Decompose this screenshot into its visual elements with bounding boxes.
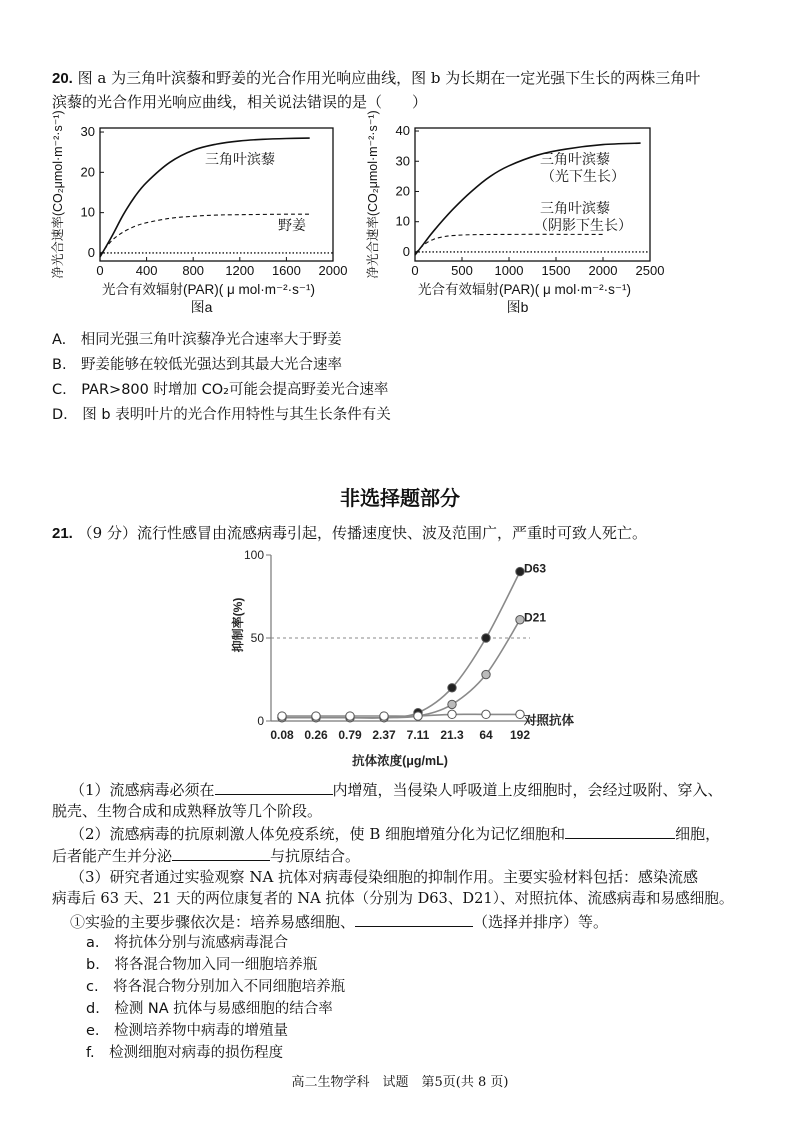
q21-blank-2[interactable] [565,822,675,839]
data-point-D63 [516,567,524,575]
q21-p1-text-b: 内增殖，当侵染人呼吸道上皮细胞时，会经过吸附、穿入、 [332,781,723,799]
x-tick-label: 2500 [635,263,665,278]
legend-label-shade-1: 三角叶滨藜 [540,200,610,216]
x-tick-label: 0 [411,263,419,278]
q20-option-d: D. 图 b 表明叶片的光合作用特性与其生长条件有关 [52,407,391,423]
data-point-对照抗体 [380,712,388,720]
data-point-对照抗体 [448,710,456,718]
y-tick-label: 10 [80,204,95,220]
x-tick-label: 21.3 [440,728,464,742]
plot-frame [415,128,650,261]
y-tick-label: 40 [395,123,410,139]
x-tick-label: 2000 [318,263,348,278]
series-label-d63: D63 [524,561,547,576]
y-tick-label: 30 [80,124,95,140]
q21-step-text-a: ①实验的主要步骤依次是：培养易感细胞、 [70,913,356,931]
q21-p2-text-a: （2）流感病毒的抗原刺激人体免疫系统，使 B 细胞增殖分化为记忆细胞和 [70,825,566,843]
y-tick-label: 0 [402,243,410,259]
data-point-对照抗体 [482,710,490,718]
q20-option-b: B. 野姜能够在较低光强达到其最大光合速率 [52,357,343,373]
y-tick-label: 30 [395,153,410,169]
y-axis-title: 净光合速率(CO₂μmol·m⁻²·s⁻¹) [51,110,65,279]
x-axis-title: 光合有效辐射(PAR)( μ mol·m⁻²·s⁻¹) [417,282,632,297]
y-axis-title: 净光合速率(CO₂μmol·m⁻²·s⁻¹) [366,110,380,279]
y-tick-label: 0 [87,244,95,260]
x-tick-label: 1000 [494,263,524,278]
x-tick-label: 500 [451,263,473,278]
legend-label-shade-2: （阴影下生长） [534,217,632,233]
x-axis-title: 光合有效辐射(PAR)( μ mol·m⁻²·s⁻¹) [101,282,316,297]
x-tick-label: 2000 [588,263,618,278]
data-point-对照抗体 [278,712,286,720]
series-label-d21: D21 [524,610,547,625]
chart-caption: 图b [506,299,529,315]
q21-p2-text-b: 细胞， [675,825,721,843]
q21-choice-d: d. 检测 NA 抗体与易感细胞的结合率 [86,1001,333,1017]
q21-stem [52,522,647,545]
x-tick-label: 0.79 [338,728,362,742]
x-tick-label: 0.08 [270,728,294,742]
x-tick-label: 64 [479,728,493,742]
data-point-对照抗体 [312,712,320,720]
q21-p1-line2: 脱壳、生物合成和成熟释放等几个阶段。 [52,802,323,820]
y-tick-label: 50 [250,631,264,645]
data-point-D21 [516,616,524,624]
q20-option-a: A. 相同光强三角叶滨藜净光合速率大于野姜 [52,332,342,348]
x-tick-label: 1500 [541,263,571,278]
q21-step-line [70,910,608,933]
chart-inhibition [231,545,610,775]
q21-p3-line2: 病毒后 63 天、21 天的两位康复者的 NA 抗体（分别为 D63、D21）、对照抗体、流感病毒和易感细胞。 [52,890,734,907]
q20-stem-line1 [52,67,700,90]
q20-stem-line2: 滨藜的光合作用光响应曲线，相关说法错误的是（ ） [52,93,428,111]
section-title: 非选择题部分 [340,488,460,510]
x-axis-title: 抗体浓度(μg/mL) [352,754,448,768]
q20-option-c: C. PAR>800 时增加 CO₂可能会提高野姜光合速率 [52,382,389,398]
series-line [415,234,603,253]
x-tick-label: 0.26 [304,728,328,742]
q21-choice-c: c. 将各混合物分别加入不同细胞培养瓶 [86,979,346,995]
y-tick-label: 10 [395,213,410,229]
x-tick-label: 800 [182,263,205,278]
y-tick-label: 100 [243,548,264,562]
q21-step-text-b: （选择并排序）等。 [473,913,609,931]
q21-p3-line1: （3）研究者通过实验观察 NA 抗体对病毒侵染细胞的抑制作用。主要实验材料包括：感染流感 [70,868,699,886]
x-tick-label: 1600 [271,263,301,278]
data-point-D63 [482,634,490,642]
legend-label-sanjiaoye: 三角叶滨藜 [205,151,275,167]
page-footer: 高二生物学科 试题 第5页(共 8 页) [291,1075,509,1090]
q21-choice-a: a. 将抗体分别与流感病毒混合 [86,935,288,951]
q21-p1-text-a: （1）流感病毒必须在 [70,781,215,799]
q21-blank-3[interactable] [172,844,270,861]
y-axis-title: 抑制率(%) [231,597,245,653]
legend-label-yejiang: 野姜 [278,217,306,233]
q21-choice-b: b. 将各混合物加入同一细胞培养瓶 [86,957,318,973]
q21-p2-text-d: 与抗原结合。 [270,847,361,865]
y-tick-label: 20 [395,183,410,199]
series-label-control: 对照抗体 [524,713,575,728]
data-point-对照抗体 [346,712,354,720]
q21-blank-4[interactable] [355,910,473,927]
chart-b [365,110,675,328]
data-point-D21 [448,700,456,708]
q21-choice-f: f. 检测细胞对病毒的损伤程度 [86,1045,284,1061]
q21-p2-line1 [70,822,720,845]
q20-number: 20. [52,70,73,87]
q21-blank-1[interactable] [215,778,333,795]
data-point-对照抗体 [516,710,524,718]
q21-number: 21. [52,525,73,542]
q20-stem-text-1: 图 a 为三角叶滨藜和野姜的光合作用光响应曲线，图 b 为长期在一定光强下生长的两株三角叶 [77,69,701,87]
q21-p2-line2 [52,844,360,867]
chart-a [50,110,350,328]
q21-choice-e: e. 检测培养物中病毒的增殖量 [86,1023,289,1039]
data-point-对照抗体 [414,712,422,720]
series-line-D63 [282,572,520,718]
q21-p1-line1 [70,778,723,801]
legend-label-light-2: （光下生长） [541,168,625,184]
x-tick-label: 7.11 [406,728,430,742]
legend-label-light-1: 三角叶滨藜 [540,151,610,167]
x-tick-label: 192 [509,728,531,742]
x-tick-label: 1200 [225,263,255,278]
data-point-D63 [448,684,456,692]
x-tick-label: 0 [96,263,104,278]
q21-stem-text: （9 分）流行性感冒由流感病毒引起，传播速度快、波及范围广，严重时可致人死亡。 [77,524,647,542]
q21-p2-text-c: 后者能产生并分泌 [52,847,173,865]
y-tick-label: 20 [80,164,95,180]
chart-caption: 图a [190,299,213,315]
y-tick-label: 0 [257,714,264,728]
data-point-D21 [482,670,490,678]
x-tick-label: 400 [135,263,158,278]
plot-frame [100,128,333,261]
x-tick-label: 2.37 [372,728,396,742]
